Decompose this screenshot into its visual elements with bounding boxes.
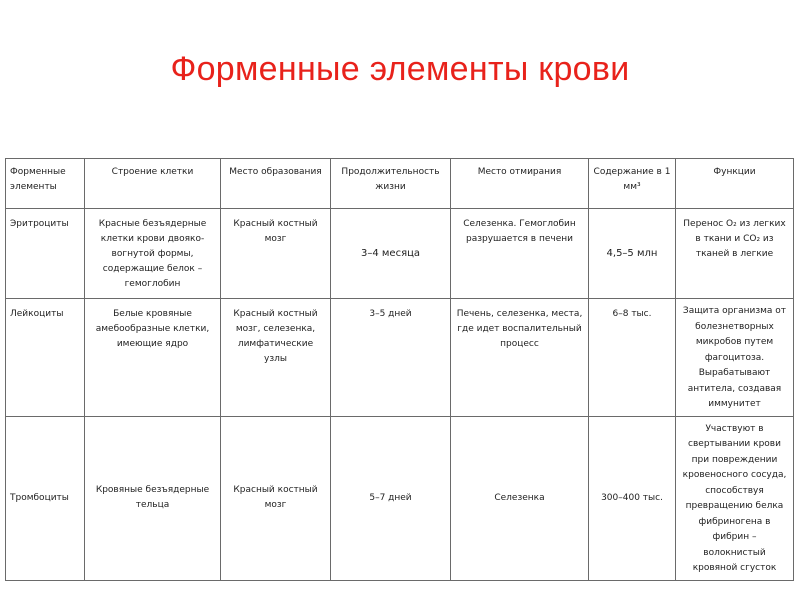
header-lifespan: Продолжительность жизни xyxy=(331,159,451,209)
header-function: Функции xyxy=(676,159,794,209)
cell-element: Тромбоциты xyxy=(6,416,85,580)
cell-element: Эритроциты xyxy=(6,209,85,299)
header-formation: Место образования xyxy=(221,159,331,209)
cell-content: 4,5–5 млн xyxy=(589,209,676,299)
cell-lifespan: 3–5 дней xyxy=(331,299,451,417)
cell-death-place: Селезенка. Гемоглобин разрушается в печени xyxy=(451,209,589,299)
table-row xyxy=(6,299,794,417)
cell-death-place: Селезенка xyxy=(451,416,589,580)
slide-title: Форменные элементы крови xyxy=(170,50,630,88)
blood-elements-table xyxy=(5,158,794,581)
cell-lifespan: 3–4 месяца xyxy=(331,209,451,299)
table-header-row xyxy=(6,159,794,209)
header-content: Содержание в 1 мм³ xyxy=(589,159,676,209)
cell-formation: Красный костный мозг xyxy=(221,416,331,580)
header-structure: Строение клетки xyxy=(85,159,221,209)
cell-structure: Кровяные безъядерные тельца xyxy=(85,416,221,580)
table-row xyxy=(6,416,794,580)
cell-lifespan: 5–7 дней xyxy=(331,416,451,580)
header-elements: Форменные элементы xyxy=(6,159,85,209)
cell-formation: Красный костный мозг, селезенка, лимфатические узлы xyxy=(221,299,331,417)
cell-function: Участвуют в свертывании крови при повреждении кровеносного сосуда, способствуя превращению белка фибриногена в фибрин – волокнистый кровяной сгусток xyxy=(676,416,794,580)
table-row xyxy=(6,209,794,299)
cell-structure: Красные безъядерные клетки крови двояко-вогнутой формы, содержащие белок – гемоглобин xyxy=(85,209,221,299)
cell-death-place: Печень, селезенка, места, где идет воспалительный процесс xyxy=(451,299,589,417)
cell-element: Лейкоциты xyxy=(6,299,85,417)
cell-function: Защита организма от болезнетворных микробов путем фагоцитоза. Вырабатывают антитела, создавая иммунитет xyxy=(676,299,794,417)
cell-formation: Красный костный мозг xyxy=(221,209,331,299)
cell-content: 300–400 тыс. xyxy=(589,416,676,580)
cell-function: Перенос O₂ из легких в ткани и CO₂ из тканей в легкие xyxy=(676,209,794,299)
cell-content: 6–8 тыс. xyxy=(589,299,676,417)
header-death-place: Место отмирания xyxy=(451,159,589,209)
cell-structure: Белые кровяные амебообразные клетки, имеющие ядро xyxy=(85,299,221,417)
